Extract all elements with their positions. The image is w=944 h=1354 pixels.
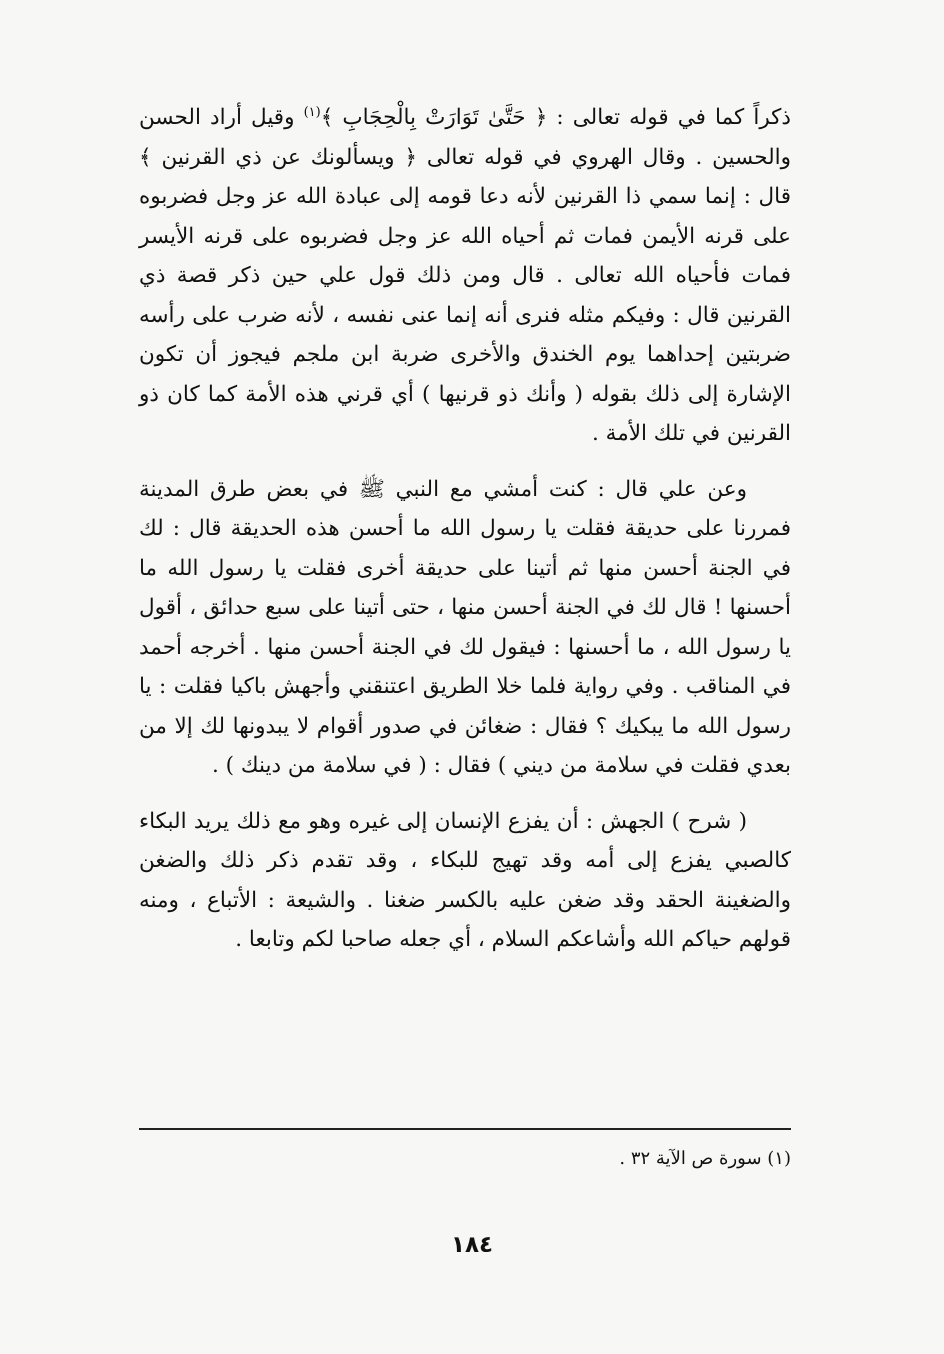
footnote-divider [139, 1128, 791, 1130]
footnote-text: (١) سورة ص الآية ٣٢ . [619, 1148, 791, 1169]
paragraph-gardens-hadith: وعن علي قال : كنت أمشي مع النبي ﷺ في بعض طرق المدينة فمررنا على حديقة فقلت يا رسول الله ما أحسن هذه الحديقة قال : لك في الجنة أحسن منها ثم أتينا على حديقة أخرى فقلت يا رسول الله ما أحسنها ! قال لك في الجنة أحسن منها ، حتى أتينا على سبع حدائق ، أقول يا رسول الله ، ما أحسنها : فيقول لك في الجنة أحسن منها . أخرجه أحمد في المناقب . وفي رواية فلما خلا الطريق اعتنقني وأجهش باكيا فقلت : يا رسول الله ما يبكيك ؟ فقال : ضغائن في صدور أقوام لا يبدونها لك إلا من بعدي فقلت في سلامة من ديني ) فقال : ( في سلامة من دينك ) . [139, 476, 791, 778]
footnote-marker: (١) [303, 104, 321, 120]
paragraph-1-text-rest: وقيل أراد الحسن والحسين . وقال الهروي في قوله تعالى ﴿ ويسألونك عن ذي القرنين ﴾ قال : إنما سمي ذا القرنين لأنه دعا قومه إلى عبادة الله عز وجل فضربوه على قرنه الأيمن فمات ثم أحياه الله عز وجل فضربوه على قرنه الأيسر فمات فأحياه الله تعالى . قال ومن ذلك قول علي حين ذكر قصة ذي القرنين قال : وفيكم مثله فنرى أنه إنما عنى نفسه ، لأنه ضرب على رأسه ضربتين إحداهما يوم الخندق والأخرى ضربة ابن ملجم فيجوز أن تكون الإشارة إلى ذلك بقوله ( وأنك ذو قرنيها ) أي قرني هذه الأمة كما كان ذو القرنين في تلك الأمة . [139, 105, 791, 446]
paragraph-1-text-start: ذكراً كما في قوله تعالى : ﴿ حَتَّىٰ تَوَارَتْ بِالْحِجَابِ ﴾ [320, 105, 791, 130]
paragraph-dhul-qarnayn [139, 98, 791, 454]
page-number: ١٨٤ [450, 1232, 494, 1258]
page-body [139, 98, 791, 960]
paragraph-explanation: ( شرح ) الجهش : أن يفزع الإنسان إلى غيره وهو مع ذلك يريد البكاء كالصبي يفزع إلى أمه وقد تهيج للبكاء ، وقد تقدم ذكر ذلك والضغن والضغينة الحقد وقد ضغن عليه بالكسر ضغنا . والشيعة : الأتباع ، ومنه قولهم حياكم الله وأشاعكم السلام ، أي جعله صاحبا لكم وتابعا . [139, 808, 791, 952]
